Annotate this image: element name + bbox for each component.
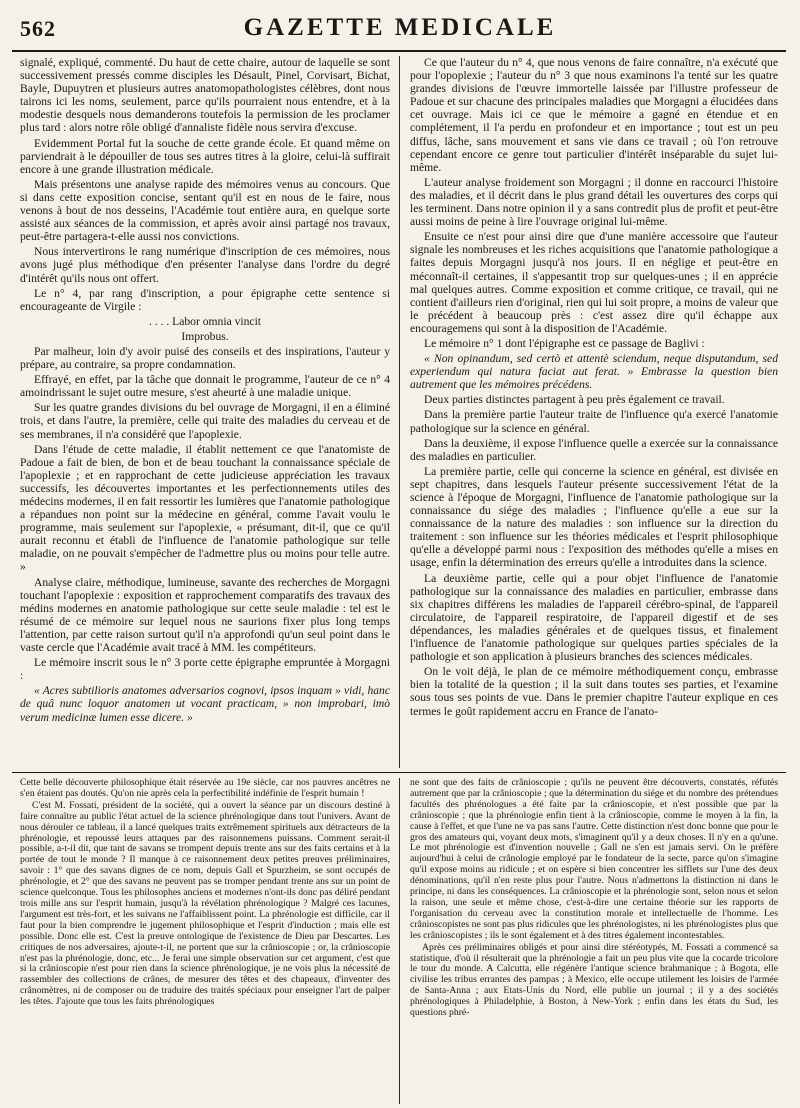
- paragraph: Nous intervertirons le rang numérique d'inscription de ces mémoires, nous avons jugé plus méthodique d'en présenter l'analyse dans l'ordre du degré d'intérêt qu'ils nous ont offert.: [20, 245, 390, 285]
- paragraph: Le n° 4, par rang d'inscription, a pour épigraphe cette sentence si encourageante de Virgile :: [20, 286, 390, 313]
- feuilleton-divider: [399, 778, 400, 1104]
- header-rule: [12, 50, 786, 52]
- paragraph: Effrayé, en effet, par la tâche que donnait le programme, l'auteur de ce n° 4 amoindrissant le sujet outre mesure, s'est aheurté à une maladie unique.: [20, 373, 390, 400]
- page-number: 562: [20, 16, 56, 41]
- paragraph: Par malheur, loin d'y avoir puisé des conseils et des inspirations, l'auteur y prépare, au contraire, sa propre condamnation.: [20, 344, 390, 372]
- paragraph: La deuxième partie, celle qui a pour objet l'influence de l'anatomie pathologique sur la connaissance des maladies en particulier, embrasse dans six chapitres différens les maladies de l'appareil cérébro-spinal, de l'appareil circulatoire, de l'appareil respiratoire, de l'appareil digestif et de ses dépendances, les maladies générales et de quelques tissus, et finalement l'influence de l'anatomie pathologique sur quelques parties spéciales de la pathologie et son application à plusieurs branches des sciences médicales.: [410, 571, 778, 664]
- paragraph: Mais présentons une analyse rapide des mémoires venus au concours. Que si dans cette exposition concise, sentant qu'il est en nous de le faire, nous venons à bout de nos desseins, l'Académie tout entière aura, en quelque sorte assisté aux séances de la commission, et après avoir ainsi partagé nos travaux, peut-être partagera-t-elle aussi nos convictions.: [20, 177, 390, 244]
- feuilleton-paragraph: Cette belle découverte philosophique était réservée au 19e siècle, car nos pauvres ancêtres ne s'en étaient pas doutés. Qu'on nie après cela la perfectibilité indéfinie de l'esprit humain !: [20, 778, 390, 799]
- epigraph-line: . . . . Labor omnia vincit: [148, 314, 262, 328]
- journal-title: GAZETTE MEDICALE: [243, 14, 557, 41]
- paragraph: Ensuite ce n'est pour ainsi dire que d'une manière accessoire que l'auteur signale les nombreuses et les riches acquisitions que l'anatomie pathologique a faites depuis Morgagni jusqu'à nos jours. Il en néglige et peut-être en méconnaît-il certaines, il s'appesantit trop sur quelques-unes ; il en apprécie mal quelques autres. Comme exposition et comme critique, ce travail, qui ne contient d'ailleurs rien d'original, rien qui lui soit propre, a moins de valeur que le précédent à beaucoup près : c'est assez dire qu'il échappe aux encouragemens qui sont à la disposition de l'Académie.: [410, 230, 778, 335]
- paragraph: Le mémoire inscrit sous le n° 3 porte cette épigraphe empruntée à Morgagni :: [20, 656, 390, 683]
- paragraph: Analyse claire, méthodique, lumineuse, savante des recherches de Morgagni touchant l'apoplexie : exposition et rapprochement comparatifs des travaux des médins modernes en anatomie pathologique sur cette seule maladie : tel est le résumé de ce mémoire sur lequel nous ne saurions fixer plus long temps l'attention, par cette raison surtout qu'il n'a approfondi qu'un seul point dans le vaste cercle que l'Académie avait tracé à MM. les compétiteurs.: [20, 575, 390, 655]
- epigraph-line: Improbus.: [181, 329, 229, 343]
- feuilleton-paragraph: ne sont que des faits de crânioscopie ; qu'ils ne peuvent être découverts, constatés, réfutés autrement que par la crânioscopie ; que la détermination du siége et du nombre des prétendues facultés des phrénologues a été faite par la crânioscopie, et n'est possible que par la crânioscopie ; que la phrénologie enfin tient à la crânioscopie, comme le moyen à la fin, la cause à l'effet, et que l'une ne va pas sans l'autre. Cette distinction n'est donc bonne que pour le gros des amateurs qui, voyant deux mots, s'imaginent qu'il y a deux choses. Il n'y en a qu'une. Le mot phrénologie est d'invention nouvelle ; Gall ne s'en est jamais servi. On le préfère aujourd'hui à celui de crânologie employé par le fondateur de la secte, parce qu'on s'imagine qu'il expose moins au ridicule ; et on espère si bien concentrer les sifflets sur l'une des deux dénominations, qu'il n'en reste plus pour l'autre. Nous n'admettons la distinction ni dans le principe, ni dans les conséquences. La crânioscopie et la phrénologie sont, selon nous et selon la raison, une seule et même chose, c'est-à-dire une certaine théorie sur les rapports de l'organisation du cerveau avec la constitution morale et intellectuelle de l'homme. Les crânioscopistes ne sont pas plus ridicules que les phrénologistes, ni les phrénologistes plus que les crânioscopistes ; ils le sont également et à des titres également incontestables.: [410, 778, 778, 941]
- paragraph: signalé, expliqué, commenté. Du haut de cette chaire, autour de laquelle se sont successivement pressés comme disciples les Désault, Pinel, Corvisart, Bichat, Bayle, Dupuytren et plusieurs autres anatomopathologistes célèbres, dont nous tairons ici les noms, seulement, parce qu'ils pourraient nous entendre, et à la modestie desquels nous demanderons toutefois la permission de les proclamer plus tard : alors notre rôle obligé d'annaliste fidèle nous servira d'excuse.: [20, 56, 390, 135]
- paragraph: Le mémoire n° 1 dont l'épigraphe est ce passage de Baglivi :: [424, 336, 705, 350]
- paragraph: Evidemment Portal fut la souche de cette grande école. Et quand même on parviendrait à le dépouiller de tous ses autres titres à la gloire, celui-là suffirait encore à une grande illustration médicale.: [20, 136, 390, 176]
- latin-quote: « Acres subtilioris anatomes adversarios cognovi, ipsos inquam » vidi, hanc de quâ nunc loquor anatomen ut vocant practicam, » non improbari, imò verum medicinæ lumen esse dicere. »: [20, 684, 390, 724]
- feuilleton-paragraph: C'est M. Fossati, président de la société, qui a ouvert la séance par un discours destiné à faire connaître au public l'état actuel de la science phrénologique dans tout l'univers. Avant de nous dérouler ce tableau, il a lancé quelques traits extrêmement spirituels aux détracteurs de la phrénologie, et repoussé leurs attaques par des raisonnemens puissans. Comment serait-il possible, a-t-il dit, que tant de savans se trompent depuis trente ans sur des faits certains et à la portée de tout le monde ? Il manque à ce raisonnement deux petites preuves préliminaires, savoir : 1° que des savans dignes de ce nom, depuis Gall et Spurzheim, se sont occupés de phrénologie, et 2° que des savans ne peuvent pas se tromper pendant trente ans sur un point de science quelconque. Tous les philosophes anciens et modernes n'ont-ils donc pas déliré pendant trois mille ans sur l'esprit humain, jusqu'à la révélation phrénologique ? Malgré ces lacunes, l'argument est très-fort, et les suivans ne l'affaiblissent point. La phrénologie est difficile, car il faut pour la bien comprendre le jugement philosophique et l'esprit d'induction ; mais elle est possible. Donc elle est. C'est la preuve ontologique de l'existence de Dieu par Descartes. Les critiques de nos adversaires, ajoute-t-il, ne portent que sur la crânioscopie ; or, la crânioscopie n'est pas la phrénologie, donc, etc... Je ferai une simple observation sur cet argument, c'est que si la crânioscopie n'est pour rien dans la science phrénologique, je ne vois plus la nécessité de rassembler des collections de crânes, de mesurer des têtes et des chapeaux, d'inventer des crânomètres, ni de composer ou de traduire des traités spéciaux pour enseigner l'art de palper les têtes. J'ajoute que tous les faits phrénologiques: [20, 799, 390, 1008]
- feuilleton-column-right: [410, 778, 778, 1104]
- feuilleton-rule: [12, 772, 786, 773]
- paragraph: Ce que l'auteur du n° 4, que nous venons de faire connaître, n'a exécuté que pour l'opoplexie ; l'auteur du n° 3 que nous examinons l'a tenté sur les quatre grandes divisions de l'œuvre immortelle laissée par l'illustre professeur de Padoue et sur chacune des principales maladies que Morgagni a élucidées dans cet ouvrage. Mais ici ce que le mémoire a gagné en étendue et en complétement, il l'a perdu en profondeur et en importance ; tout est un peu diffus, lâche, sans mouvement et sans vie dans ce travail ; où l'on retrouve cependant encore ce genre tout particulier d'intérêt inséparable du sujet lui-même.: [410, 56, 778, 174]
- paragraph: On le voit déjà, le plan de ce mémoire méthodiquement conçu, embrasse bien la totalité de la question ; il la suit dans toutes ses parties, et l'examine sous tous ses points de vue. Dans le premier chapitre l'auteur explique en ces termes le goût rapidement accru en France de l'anato-: [410, 665, 778, 718]
- latin-quote: « Non opinandum, sed certò et attentè sciendum, neque disputandum, sed experiendum qui natura faciat aut ferat. » Embrasse la question bien autrement que les mémoires précédens.: [410, 352, 778, 392]
- paragraph: Sur les quatre grandes divisions du bel ouvrage de Morgagni, il en a éliminé trois, et dans l'autre, la première, celle qui traite des maladies du cerveau et de ses membranes, il n'a considéré que l'apoplexie.: [20, 401, 390, 441]
- paragraph: La première partie, celle qui concerne la science en général, est divisée en sept chapitres, dans lesquels l'auteur présente successivement l'état de la science à l'époque de Morgagni, l'influence de l'anatomie pathologique sur la connaissance du siége des maladies ; l'influence qu'elle a eue sur la connaissance de la nature des maladies : son influence sur la direction du traitement : son influence sur les théories médicales et l'esprit philosophique qu'elle a développé parmi nous : l'exposition des méthodes qu'elle a mises en usage, enfin la détermination des erreurs qu'elle a introduites dans la science.: [410, 464, 778, 570]
- paragraph: Dans la première partie l'auteur traite de l'influence qu'a exercé l'anatomie pathologique sur la science en général.: [410, 408, 778, 435]
- main-column-right: [410, 56, 778, 768]
- page-header: [14, 8, 786, 48]
- feuilleton-column-left: [20, 778, 390, 1104]
- paragraph: Dans l'étude de cette maladie, il établit nettement ce que l'anatomiste de Padoue a fait de bien, de bon et de beau touchant la connaissance spéciale de l'apoplexie ; et en rapprochant de cette judicieuse appréciation les travaux successifs, les découvertes importantes et les perfectionnements utiles des médecins modernes, il en fait ressortir les lumières que l'anatomie pathologique a répandues non point sur la médecine en général, comme l'avait voulu le programme, mais seulement sur l'apoplexie, « présumant, dit-il, que ce qu'il aurait reconnu et établi de l'influence de l'anatomie pathologique sur telle maladie, on ne pouvait s'empêcher de l'admettre plus ou moins pour telle autre. »: [20, 442, 390, 574]
- column-divider: [399, 56, 400, 768]
- main-column-left: [20, 56, 390, 768]
- paragraph: Deux parties distinctes partagent à peu près également ce travail.: [424, 393, 725, 407]
- feuilleton-paragraph: Après ces préliminaires obligés et pour ainsi dire stéréotypés, M. Fossati a commencé sa statistique, d'où il résulterait que la phrénologie a fait un peu plus vite que la cocarde tricolore le tour du monde. A Calcutta, elle régénère l'antique science brahmanique ; à Bogota, elle civilise les tribus errantes des pampas ; à Mexico, elle occupe utilement les loisirs de l'armée de Santa-Anna ; aux Etats-Unis du Nord, elle publie un journal ; il y a des sociétés phrénologiques à Philadelphie, à Boston, à New-York ; enfin dans les états du Sud, les questions phré-: [410, 941, 778, 1019]
- paragraph: Dans la deuxième, il expose l'influence quelle a exercée sur la connaissance des maladies en particulier.: [410, 436, 778, 463]
- paragraph: L'auteur analyse froidement son Morgagni ; il donne en raccourci l'histoire des maladies, et il décrit dans le plus grand détail les ouvertures des corps qui les terminent. Dans notre opinion il y a sans contredit plus de profit et peut-être aussi moins de peine à lire l'ouvrage original lui-même.: [410, 175, 778, 229]
